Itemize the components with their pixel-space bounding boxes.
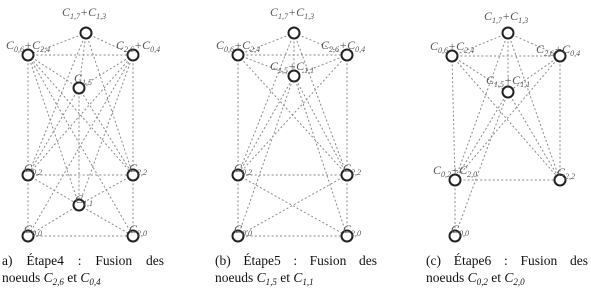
node-label: $C_{1,5}+C_{1,1}$ [270,59,315,75]
panel-c-nodes [447,28,566,242]
caption-step: Étape4 [26,253,64,268]
caption-line2: noeuds [215,270,257,285]
caption-node1-sub: 2,6 [52,277,64,287]
caption-node1: C [43,270,53,285]
caption-node2-sub: 2,0 [513,277,525,287]
node-label: $C_{2,2}$ [557,165,576,181]
caption-mid: et [276,270,294,285]
node-label: $C_{0,2}$ [24,161,43,177]
panel-a-nodes [23,28,139,242]
node-label: $C_{2,6}+C_{0,4}$ [321,38,366,54]
node-c15-c11 [503,87,514,98]
node-label: $C_{0,6}+C_{2,4}$ [216,38,261,54]
node-label: $C_{1,5}$ [74,71,93,87]
node-label: $C_{0,6}+C_{2,4}$ [6,38,51,54]
caption-prefix: (c) [426,253,441,268]
panel-c [430,9,580,242]
caption-c [426,252,588,286]
node-label: $C_{0,2}$ [234,161,253,177]
caption-mid: et [63,270,81,285]
node-label: $C_{0,0}$ [234,222,253,238]
node-label: $C_{0,0}$ [24,222,43,238]
caption-text: : Fusion des [504,253,589,268]
caption-prefix: (b) [215,253,231,268]
caption-mid: et [487,270,505,285]
caption-node1-sub: 0,2 [476,277,488,287]
panel-c-edges [452,33,560,236]
node-label: $C_{2,6}+C_{0,4}$ [116,38,161,54]
caption-node2-sub: 1,1 [302,277,314,287]
node-c17-c13 [81,28,92,39]
caption-node2: C [80,270,90,285]
panel-a [6,5,160,242]
panel-c-labels [430,9,580,238]
caption-text: : Fusion des [77,253,164,268]
node-c17-c13 [289,28,300,39]
node-c17-c13 [503,28,514,39]
caption-node1: C [467,270,477,285]
node-label: $C_{2,2}$ [129,161,148,177]
node-label: $C_{0,6}+C_{2,4}$ [430,39,475,55]
caption-node1: C [256,270,266,285]
caption-a [2,252,164,286]
caption-node2-sub: 0,4 [89,277,101,287]
node-label: $C_{2,0}$ [343,222,362,238]
node-label: $C_{1,1}$ [75,192,94,208]
caption-b [215,252,377,286]
caption-node2: C [293,270,303,285]
caption-node2: C [504,270,514,285]
node-label: $C_{1,7}+C_{1,3}$ [62,5,107,21]
panel-b-labels [216,5,365,238]
node-label: $C_{0,0}$ [451,222,470,238]
node-label: $C_{1,7}+C_{1,3}$ [270,5,315,21]
panel-a-labels [6,5,160,238]
caption-line2: noeuds [426,270,468,285]
caption-prefix: a) [2,253,13,268]
node-label: $C_{1,5}+C_{1,1}$ [486,73,531,89]
node-label: $C_{0,2}+C_{2,0}$ [433,163,478,179]
caption-line2: noeuds [2,270,44,285]
caption-step: Étape6 [453,253,492,268]
caption-step: Étape5 [243,253,281,268]
node-label: $C_{2,0}$ [129,222,148,238]
node-label: $C_{2,6}+C_{0,4}$ [536,42,581,58]
caption-node1-sub: 1,5 [265,277,277,287]
node-label: $C_{1,7}+C_{1,3}$ [484,9,529,25]
caption-text: : Fusion des [293,253,377,268]
panel-b [216,5,365,242]
node-label: $C_{2,2}$ [343,161,362,177]
